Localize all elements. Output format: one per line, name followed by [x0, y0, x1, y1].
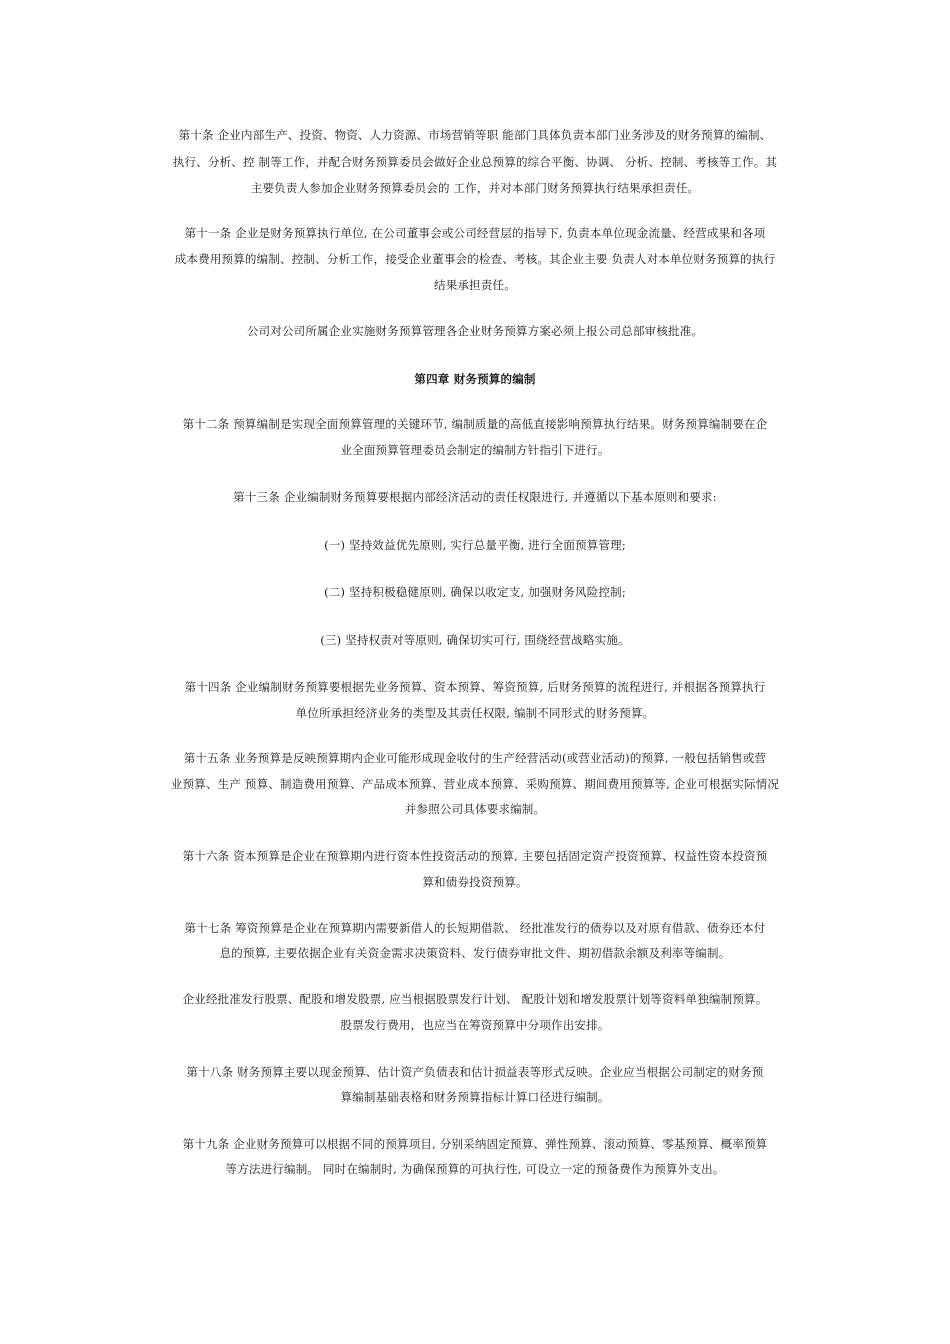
article-14-line-2: 单位所承担经济业务的类型及其责任权限, 编制不同形式的财务预算。: [295, 706, 655, 720]
article-16-line-2: 算和债券投资预算。: [422, 875, 528, 889]
article-11-line-3: 结果承担责任。: [434, 278, 516, 292]
article-11-line-2: 成本费用预算的编制、控制、分析工作，接受企业董事会的检查、考核。其企业主要 负责人对本单位财务预算的执行: [174, 252, 776, 266]
principle-1: (一) 坚持效益优先原则, 实行总量平衡, 进行全面预算管理;: [324, 538, 626, 552]
article-10-line-1: 第十条 企业内部生产、投资、物资、人力资源、市场营销等职 能部门具体负责本部门业务涉及的财务预算的编制、: [178, 128, 772, 142]
article-15-line-1: 第十五条 业务预算是反映预算期内企业可能形成现金收付的生产经营活动(或营业活动)的预算, 一般包括销售或营: [183, 751, 767, 765]
article-16-line-1: 第十六条 资本预算是企业在预算期内进行资本性投资活动的预算, 主要包括固定资产投资预算、权益性资本投资预: [182, 849, 768, 863]
stock-issue-line-2: 股票发行费用，也应当在筹资预算中分项作出安排。: [340, 1018, 610, 1032]
approval-paragraph: 公司对公司所属企业实施财务预算管理各企业财务预算方案必须上报公司总部审核批准。: [246, 324, 704, 338]
article-13: 第十三条 企业编制财务预算要根据内部经济活动的责任权限进行, 并遵循以下基本原则和要求:: [233, 490, 717, 504]
article-17-line-2: 息的预算, 主要依据企业有关资金需求决策资料、发行债券审批文件、期初借款余额及利率等编制。: [219, 946, 731, 960]
article-10-line-2: 执行、分析、控 制等工作，并配合财务预算委员会做好企业总预算的综合平衡、协调、 分析、控制、考核等工作。其: [172, 155, 778, 169]
article-17-line-1: 第十七条 筹资预算是企业在预算期内需要新借人的长短期借款、 经批准发行的债券以及对原有借款、债券还本付: [184, 921, 766, 935]
principle-3: (三) 坚持权责对等原则, 确保切实可行, 围绕经营战略实施。: [320, 633, 630, 647]
article-18-line-1: 第十八条 财务预算主要以现金预算、估计资产负债表和估计损益表等形式反映。企业应当根据公司制定的财务预: [186, 1065, 764, 1079]
article-14-line-1: 第十四条 企业编制财务预算要根据先业务预算、资本预算、筹资预算, 后财务预算的流程进行, 并根据各预算执行: [184, 680, 766, 694]
article-15-line-3: 并参照公司具体要求编制。: [404, 802, 546, 816]
article-12-line-2: 业全面预算管理委员会制定的编制方针指引下进行。: [340, 443, 610, 457]
article-12-line-1: 第十二条 预算编制是实现全面预算管理的关键环节, 编制质量的高低直接影响预算执行结果。财务预算编制要在企: [182, 417, 768, 431]
article-11-line-1: 第十一条 企业是财务预算执行单位, 在公司董事会或公司经营层的指导下, 负责本单位现金流量、经营成果和各项: [184, 226, 766, 240]
article-19-line-1: 第十九条 企业财务预算可以根据不同的预算项目, 分别采纳固定预算、弹性预算、滚动预算、零基预算、概率预算: [182, 1137, 768, 1151]
article-15-line-2: 业预算、生产 预算、制造费用预算、产品成本预算、营业成本预算、采购预算、期间费用预算等, 企业可根据实际情况: [170, 777, 780, 791]
article-18-line-2: 算编制基础表格和财务预算指标计算口径进行编制。: [340, 1090, 610, 1104]
chapter-heading: 第四章 财务预算的编制: [414, 372, 536, 386]
principle-2: (二) 坚持积极稳健原则, 确保以收定支, 加强财务风险控制;: [324, 585, 626, 599]
stock-issue-line-1: 企业经批准发行股票、配股和增发股票, 应当根据股票发行计划、 配股计划和增发股票计划等资料单独编制预算。: [182, 992, 768, 1006]
article-10-line-3: 主要负责人参加企业财务预算委员会的 工作，并对本部门财务预算执行结果承担责任。: [250, 181, 700, 195]
article-19-line-2: 等方法进行编制。 同时在编制时, 为确保预算的可执行性, 可设立一定的预备费作为预算外支出。: [225, 1162, 725, 1176]
